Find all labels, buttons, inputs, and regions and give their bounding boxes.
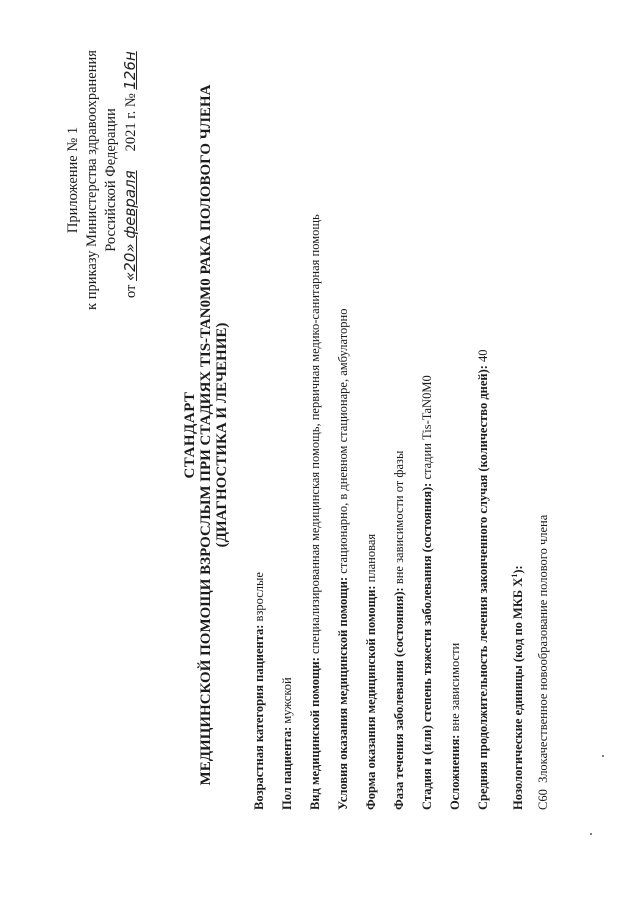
param-value: стационарно, в дневном стационаре, амбулаторно — [336, 308, 350, 577]
nosology-label-end: ): — [511, 565, 526, 574]
document-title — [182, 35, 230, 835]
param-value: специализированная медицинская помощь, первичная медико-санитарная помощь — [308, 214, 322, 658]
scan-speck — [590, 833, 592, 835]
param-care-form — [363, 10, 391, 810]
order-date-line — [121, 50, 141, 310]
standard-parameters — [251, 10, 563, 810]
order-reference: к приказу Министерства здравоохранения — [84, 50, 100, 310]
param-label: Средняя продолжительность лечения законченного случая (количество дней): — [476, 365, 490, 810]
param-disease-stage — [419, 10, 447, 810]
approval-header — [64, 50, 141, 310]
icd-description: Злокачественное новообразование полового члена — [536, 514, 550, 783]
param-complications — [447, 10, 475, 810]
param-value: плановая — [364, 533, 378, 586]
standard-heading: СТАНДАРТ — [182, 391, 198, 479]
param-value: вне зависимости от фазы — [392, 450, 406, 588]
param-age-category — [251, 10, 279, 810]
param-label: Вид медицинской помощи: — [308, 657, 322, 810]
param-gender — [279, 10, 307, 810]
param-value: стадии Tis-TaN0M0 — [420, 375, 434, 483]
nosology-entry — [535, 10, 563, 810]
param-value: 40 — [476, 349, 490, 366]
param-disease-phase — [391, 10, 419, 810]
appendix-label: Приложение № 1 — [65, 126, 81, 234]
main-title: МЕДИЦИНСКОЙ ПОМОЩИ ВЗРОСЛЫМ ПРИ СТАДИЯХ TIS-TAN0M0 РАКА ПОЛОВОГО ЧЛЕНА — [198, 84, 214, 786]
footnote-marker: 1 — [510, 573, 519, 578]
scan-speck — [602, 755, 604, 757]
handwritten-date-signature: «20» февраля — [121, 170, 139, 281]
param-label: Фаза течения заболевания (состояния): — [392, 587, 406, 810]
handwritten-order-number: 126н — [121, 51, 139, 90]
param-value: взрослые — [252, 572, 266, 625]
nosology-label: Нозологические единицы (код по МКБ X — [511, 577, 526, 810]
param-label: Пол пациента: — [280, 726, 294, 810]
param-treatment-duration — [475, 10, 503, 810]
nosology-heading — [507, 10, 535, 810]
param-label: Форма оказания медицинской помощи: — [364, 585, 378, 810]
sub-title: (ДИАГНОСТИКА И ЛЕЧЕНИЕ) — [214, 322, 230, 548]
param-label: Осложнения: — [448, 734, 462, 810]
icd-code: C60 — [536, 789, 550, 810]
param-label: Условия оказания медицинской помощи: — [336, 576, 350, 810]
param-label: Стадия и (или) степень тяжести заболевания (состояния): — [420, 482, 434, 810]
federation-label: Российской Федерации — [103, 108, 119, 252]
from-prefix: от — [123, 284, 139, 298]
param-care-conditions — [335, 10, 363, 810]
order-year: 2021 г. № — [123, 93, 139, 152]
param-value: вне зависимости — [448, 642, 462, 735]
param-label: Возрастная категория пациента: — [252, 624, 266, 810]
param-value: мужской — [280, 677, 294, 727]
param-care-type — [307, 10, 335, 810]
